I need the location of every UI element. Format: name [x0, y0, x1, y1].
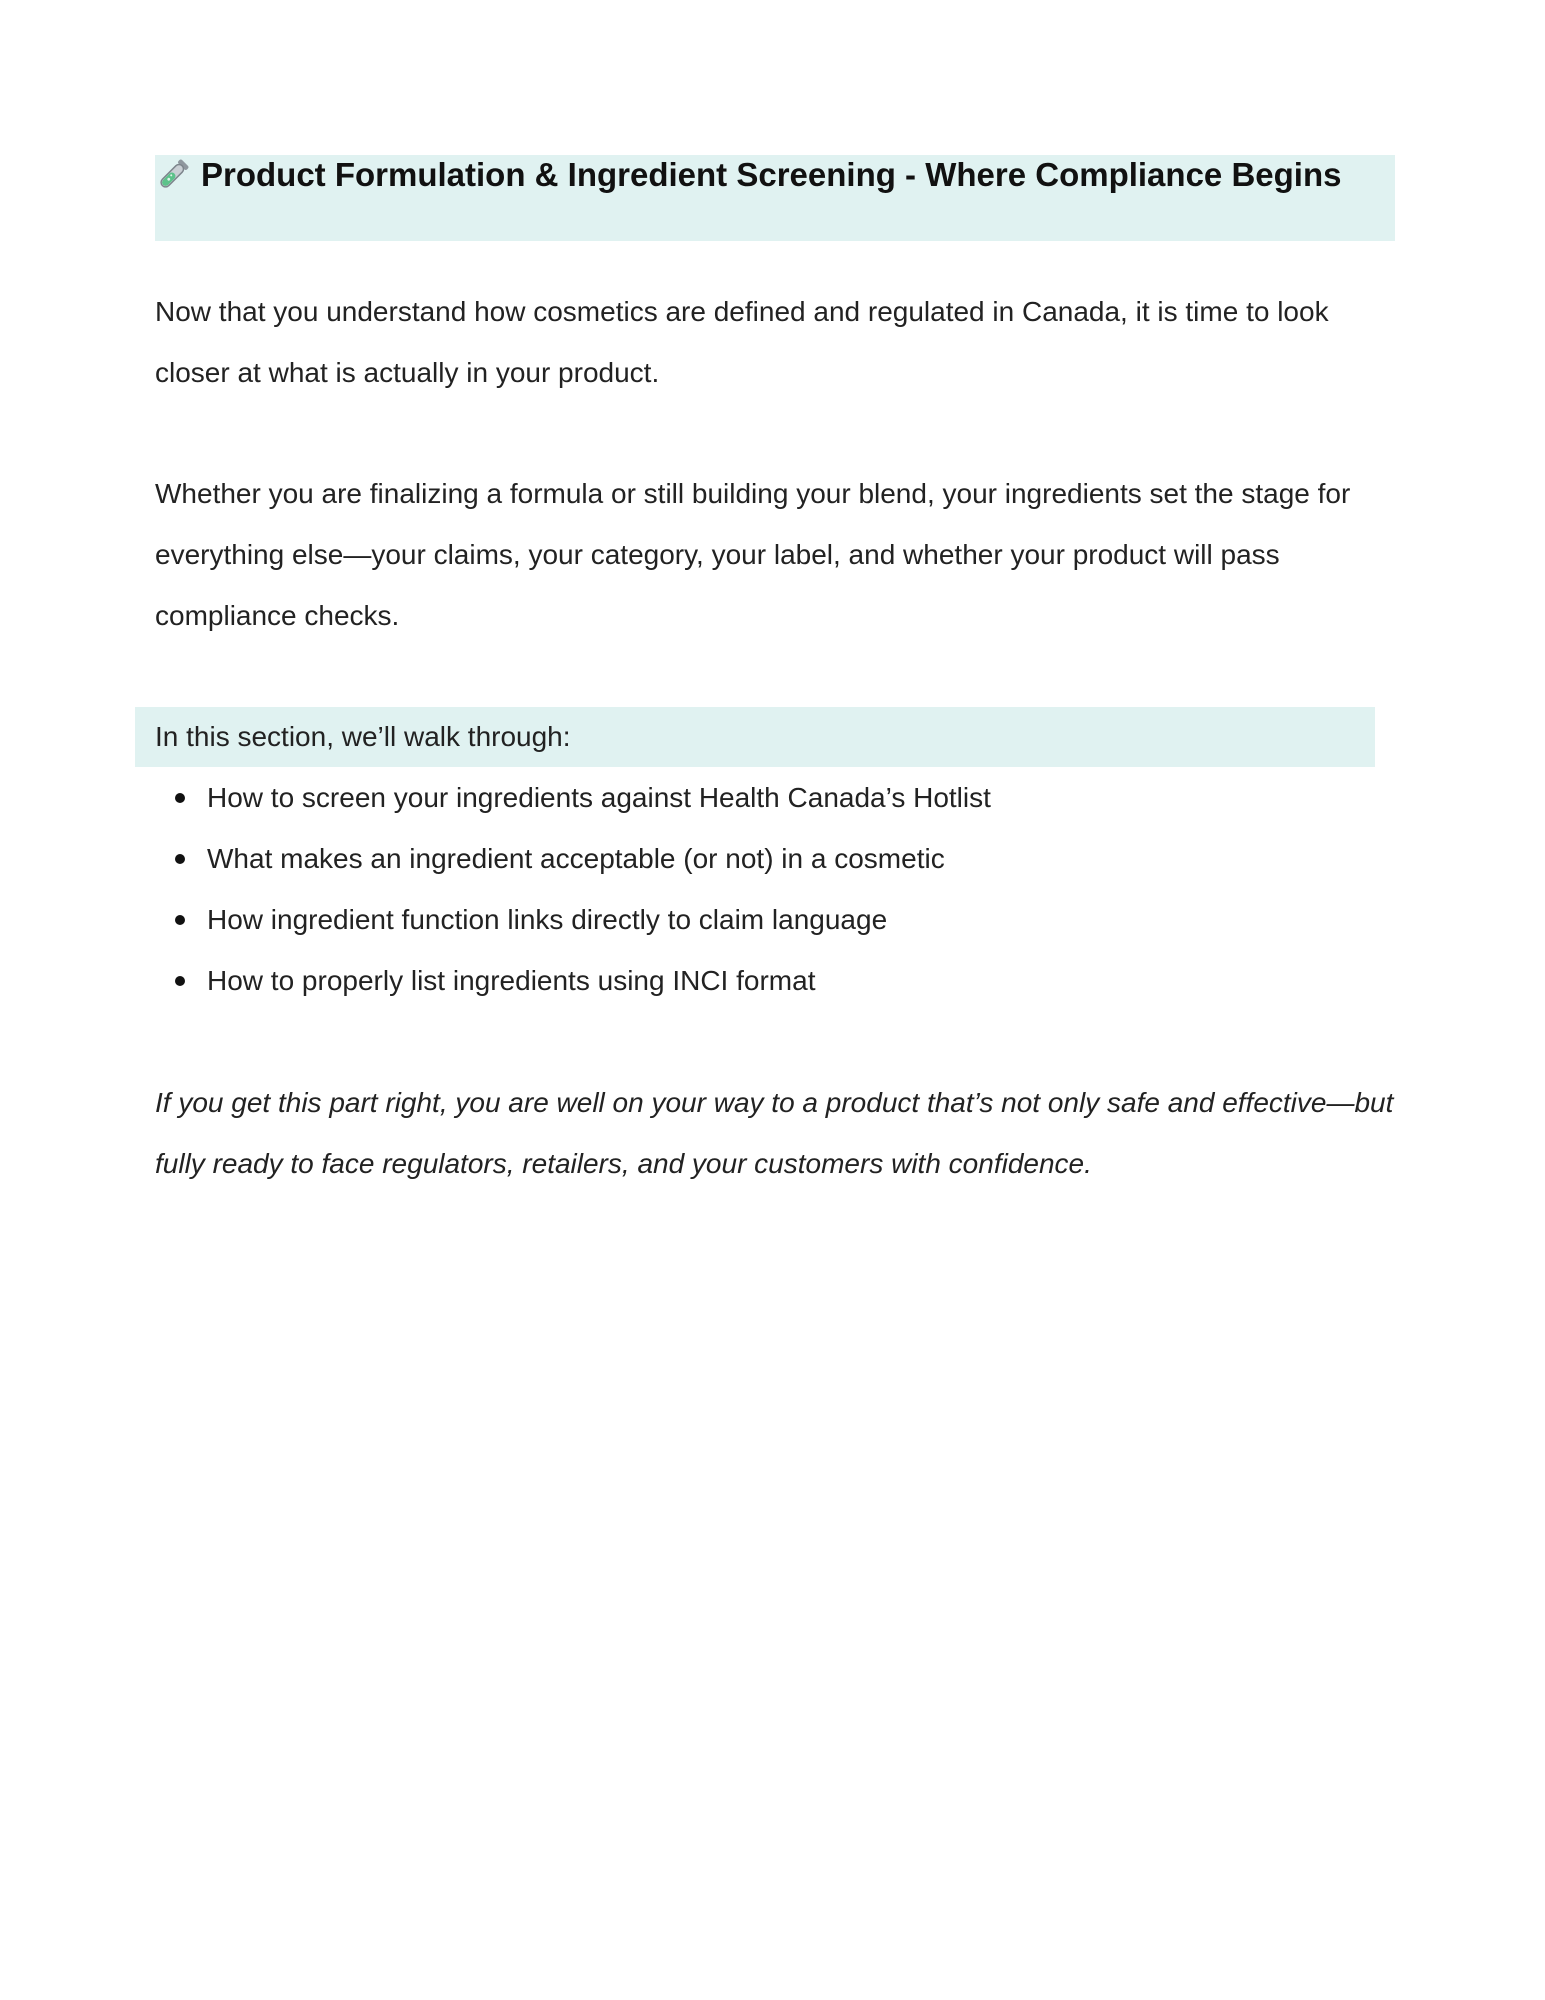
ingredients-paragraph: Whether you are finalizing a formula or still building your blend, your ingredients set the stage for everything else—your claims, your category, your label, and whether your product will pass compliance checks. [155, 478, 1351, 631]
list-item-text: What makes an ingredient acceptable (or not) in a cosmetic [207, 843, 945, 874]
closing-paragraph: If you get this part right, you are well on your way to a product that’s not only safe and effective—but fully ready to face regulators, retailers, and your customers with confidence. [155, 1087, 1394, 1179]
test-tube-icon [155, 157, 191, 193]
list-item-text: How to properly list ingredients using INCI format [207, 965, 816, 996]
bullet-icon [175, 854, 185, 864]
list-item [155, 889, 991, 950]
topics-list [155, 767, 991, 1011]
page-title-text: Product Formulation & Ingredient Screening - Where Compliance Begins [201, 156, 1342, 193]
list-item [155, 767, 991, 828]
bullet-icon [175, 793, 185, 803]
list-item [155, 828, 991, 889]
list-item-text: How ingredient function links directly to claim language [207, 904, 888, 935]
list-item [155, 950, 991, 1011]
bullet-icon [175, 915, 185, 925]
list-item-text: How to screen your ingredients against Health Canada’s Hotlist [207, 782, 991, 813]
bullet-icon [175, 976, 185, 986]
section-intro: In this section, we’ll walk through: [155, 721, 571, 752]
intro-paragraph: Now that you understand how cosmetics are defined and regulated in Canada, it is time to look closer at what is actually in your product. [155, 296, 1329, 388]
page-title [155, 153, 1395, 197]
